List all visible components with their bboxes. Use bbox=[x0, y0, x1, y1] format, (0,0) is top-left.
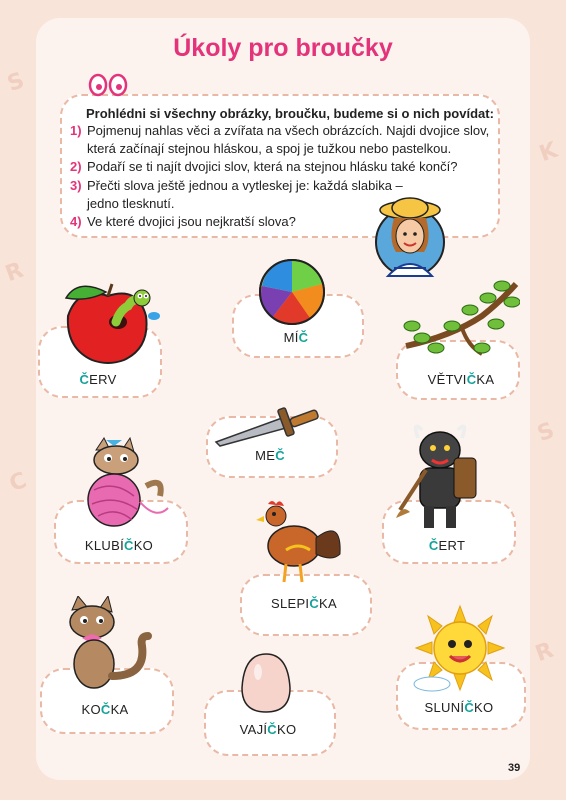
word-label-mec: MEČ bbox=[255, 448, 285, 463]
task-text: Podaří se ti najít dvojici slov, která na stejnou hlásku také končí? bbox=[87, 159, 458, 174]
task-item bbox=[70, 122, 500, 158]
decorative-letter: S bbox=[4, 68, 28, 97]
word-label-slunicko: SLUNÍČKO bbox=[424, 700, 494, 715]
girl-illustration bbox=[374, 196, 446, 282]
task-number: 3) bbox=[70, 178, 82, 193]
branch-illustration bbox=[402, 276, 520, 362]
task-item bbox=[70, 158, 500, 176]
task-text: Přečti slova ještě jednou a vytleskej je: každá slabika – jedno tlesknutí. bbox=[87, 178, 403, 211]
apple-worm-illustration bbox=[58, 282, 164, 366]
sword-illustration bbox=[212, 400, 324, 448]
page-title: Úkoly pro broučky bbox=[173, 34, 393, 62]
word-label-cert: ČERT bbox=[428, 538, 466, 553]
ball-illustration bbox=[258, 258, 326, 326]
cat-yarn-illustration bbox=[76, 436, 172, 528]
instructions-intro: Prohlédni si všechny obrázky, broučku, budeme si o nich povídat: bbox=[86, 106, 494, 121]
kitten-illustration bbox=[60, 596, 152, 694]
decorative-letter: S bbox=[534, 418, 558, 447]
word-label-kocka: KOČKA bbox=[81, 702, 129, 717]
decorative-letter: R bbox=[532, 637, 557, 668]
word-label-slepicka: SLEPIČKA bbox=[270, 596, 337, 611]
decorative-letter: R bbox=[2, 257, 27, 288]
word-label-klubicko: KLUBÍČKO bbox=[84, 538, 154, 553]
decorative-letter: K bbox=[536, 137, 561, 168]
task-text: Ve které dvojici jsou nejkratší slova? bbox=[87, 214, 296, 229]
rooster-illustration bbox=[246, 498, 346, 588]
sun-illustration bbox=[412, 604, 508, 694]
devil-illustration bbox=[396, 420, 488, 532]
page-number: 39 bbox=[508, 762, 521, 774]
task-number: 1) bbox=[70, 123, 82, 138]
egg-illustration bbox=[240, 652, 292, 714]
task-text: Pojmenuj nahlas věci a zvířata na všech obrázcích. Najdi dvojice slov, která začínají stejnou hláskou, a spoj je tužkou nebo pastelkou. bbox=[87, 123, 490, 156]
decorative-letter: C bbox=[6, 467, 30, 498]
word-label-vetvicka: VĚTVIČKA bbox=[427, 372, 495, 387]
task-number: 4) bbox=[70, 214, 82, 229]
eyes-icon bbox=[88, 73, 128, 97]
task-number: 2) bbox=[70, 159, 82, 174]
word-label-vajicko: VAJÍČKO bbox=[239, 722, 297, 737]
word-label-mic: MÍČ bbox=[283, 330, 309, 345]
word-label-cerv: ČERV bbox=[79, 372, 117, 387]
